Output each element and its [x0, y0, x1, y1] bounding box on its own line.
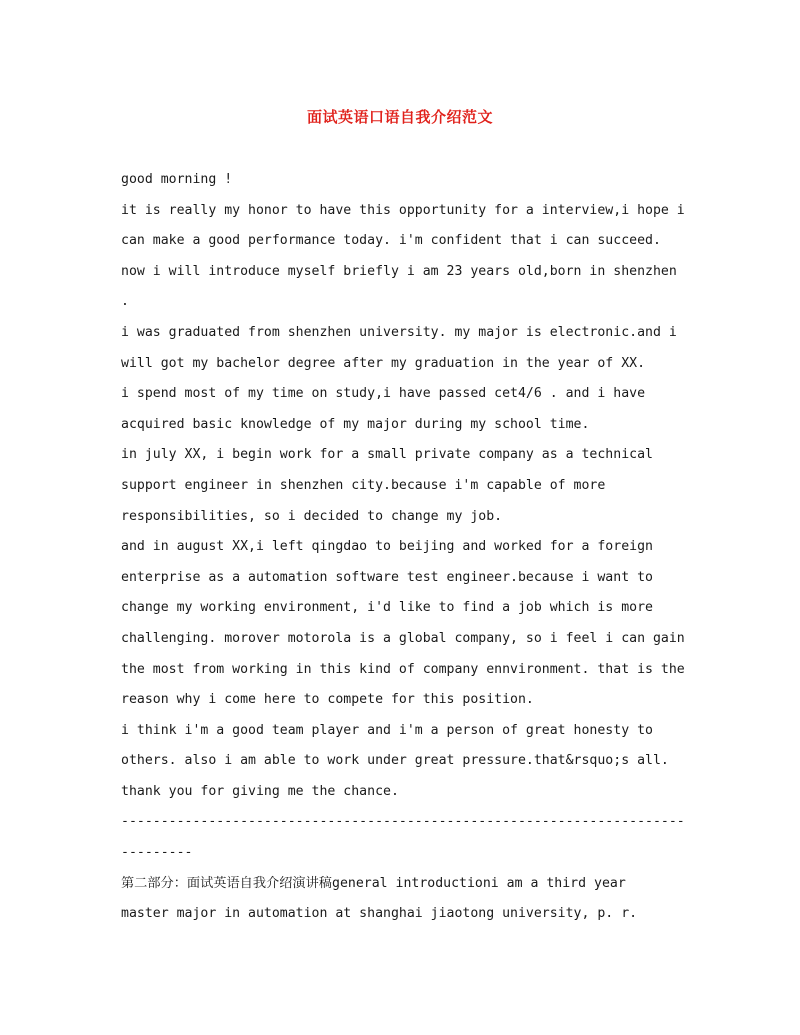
- text-line: .: [121, 294, 129, 310]
- text-line: the most from working in this kind of company ennvironment. that is the: [121, 661, 685, 677]
- text-line: thank you for giving me the chance.: [121, 783, 399, 799]
- text-line: others. also i am able to work under great pressure.that&rsquo;s all.: [121, 753, 669, 769]
- document-body: [121, 165, 691, 930]
- text-line: 第二部分：面试英语自我介绍演讲稿general introductioni am a third year: [121, 875, 626, 891]
- text-line: challenging. morover motorola is a global company, so i feel i can gain: [121, 630, 685, 646]
- text-line: now i will introduce myself briefly i am 23 years old,born in shenzhen: [121, 263, 677, 279]
- text-line: responsibilities, so i decided to change my job.: [121, 508, 503, 524]
- text-line: acquired basic knowledge of my major during my school time.: [121, 416, 590, 432]
- text-line: i think i'm a good team player and i'm a person of great honesty to: [121, 722, 653, 738]
- text-line: enterprise as a automation software test engineer.because i want to: [121, 569, 653, 585]
- text-line: support engineer in shenzhen city.because i'm capable of more: [121, 477, 606, 493]
- text-line: it is really my honor to have this opportunity for a interview,i hope i: [121, 202, 685, 218]
- text-line: can make a good performance today. i'm confident that i can succeed.: [121, 233, 661, 249]
- text-line: change my working environment, i'd like to find a job which is more: [121, 600, 653, 616]
- text-line: and in august XX,i left qingdao to beijing and worked for a foreign: [121, 539, 653, 555]
- separator-line: -----------------------------------------------------------------------: [121, 814, 685, 830]
- text-line: i spend most of my time on study,i have passed cet4/6 . and i have: [121, 386, 646, 402]
- text-line: good morning !: [121, 172, 233, 187]
- text-line: will got my bachelor degree after my graduation in the year of XX.: [121, 355, 646, 371]
- text-line: master major in automation at shanghai jiaotong university, p. r.: [121, 906, 638, 922]
- text-line: i was graduated from shenzhen university. my major is electronic.and i: [121, 324, 677, 340]
- text-line: in july XX, i begin work for a small private company as a technical: [121, 447, 653, 463]
- text-line: reason why i come here to compete for this position.: [121, 692, 534, 708]
- document-title: 面试英语口语自我介绍范文: [306, 108, 493, 126]
- separator-line: ---------: [121, 845, 193, 861]
